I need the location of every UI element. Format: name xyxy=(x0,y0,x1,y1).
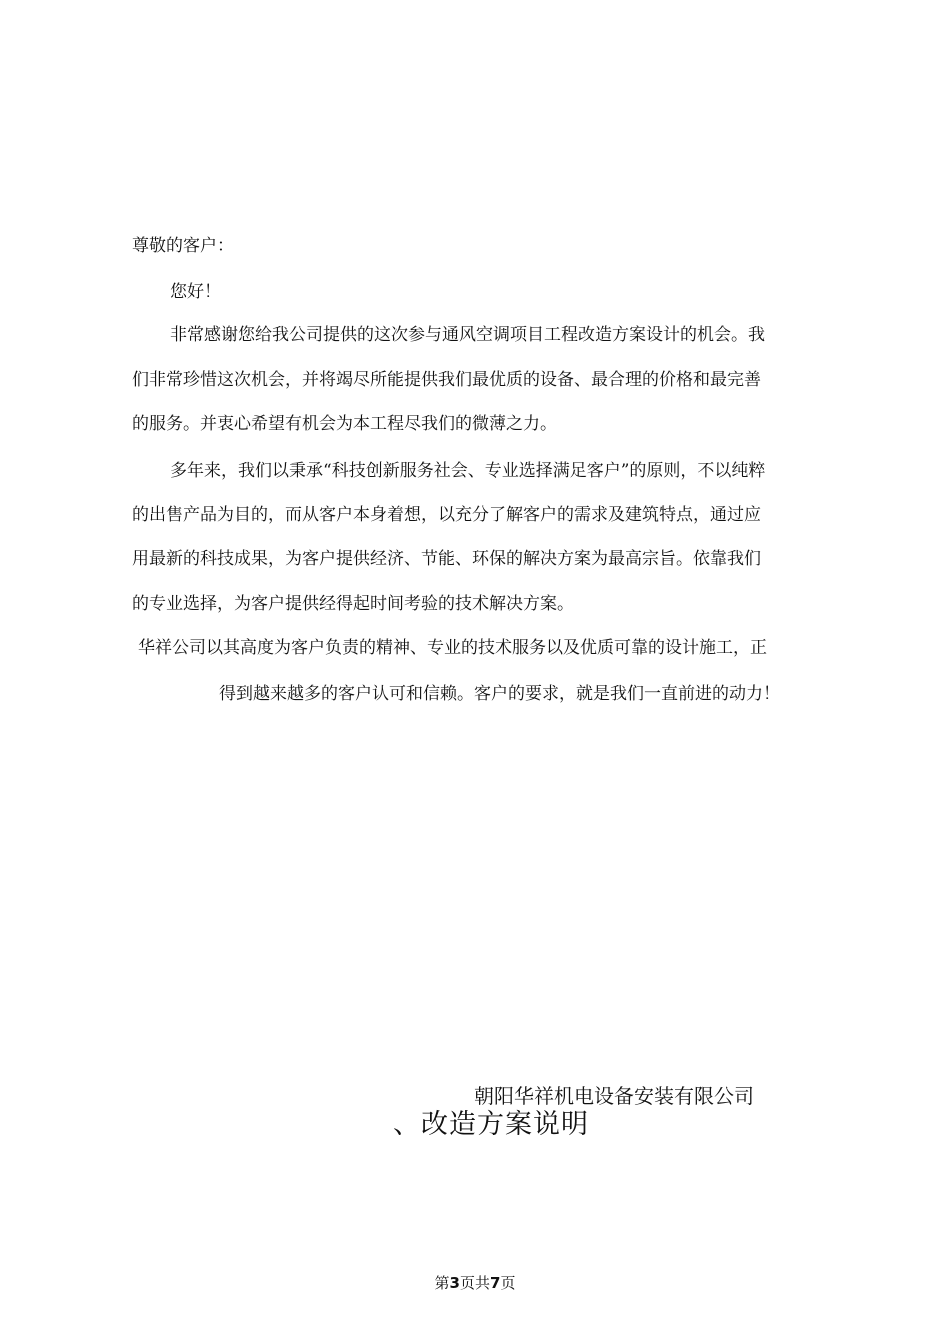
paragraph-line: 的专业选择，为客户提供经得起时间考验的技术解决方案。 xyxy=(132,594,574,614)
paragraph-line: 们非常珍惜这次机会，并将竭尽所能提供我们最优质的设备、最合理的价格和最完善 xyxy=(132,370,761,390)
footer-middle: 页共 xyxy=(459,1274,490,1292)
paragraph-line: 的服务。并衷心希望有机会为本工程尽我们的微薄之力。 xyxy=(132,414,557,434)
section-heading: 、改造方案说明 xyxy=(393,1109,589,1140)
current-page-number: 3 xyxy=(449,1274,460,1292)
paragraph-line: 的出售产品为目的，而从客户本身着想，以充分了解客户的需求及建筑特点，通过应 xyxy=(132,505,761,525)
paragraph-line: 用最新的科技成果，为客户提供经济、节能、环保的解决方案为最高宗旨。依靠我们 xyxy=(132,549,761,569)
paragraph-line: 得到越来越多的客户认可和信赖。客户的要求，就是我们一直前进的动力！ xyxy=(219,684,780,704)
paragraph-line: 多年来，我们以秉承“科技创新服务社会、专业选择满足客户”的原则，不以纯粹 xyxy=(170,461,766,481)
salutation: 尊敬的客户： xyxy=(132,236,234,256)
paragraph-line: 非常感谢您给我公司提供的这次参与通风空调项目工程改造方案设计的机会。我 xyxy=(170,325,765,345)
footer-prefix: 第 xyxy=(434,1274,450,1292)
total-page-count: 7 xyxy=(490,1274,501,1292)
page-footer xyxy=(0,1273,950,1293)
company-signature: 朝阳华祥机电设备安装有限公司 xyxy=(474,1084,754,1108)
paragraph-line: 华祥公司以其高度为客户负责的精神、专业的技术服务以及优质可靠的设计施工，正 xyxy=(138,638,767,658)
greeting: 您好！ xyxy=(170,282,221,302)
footer-suffix: 页 xyxy=(500,1274,516,1292)
